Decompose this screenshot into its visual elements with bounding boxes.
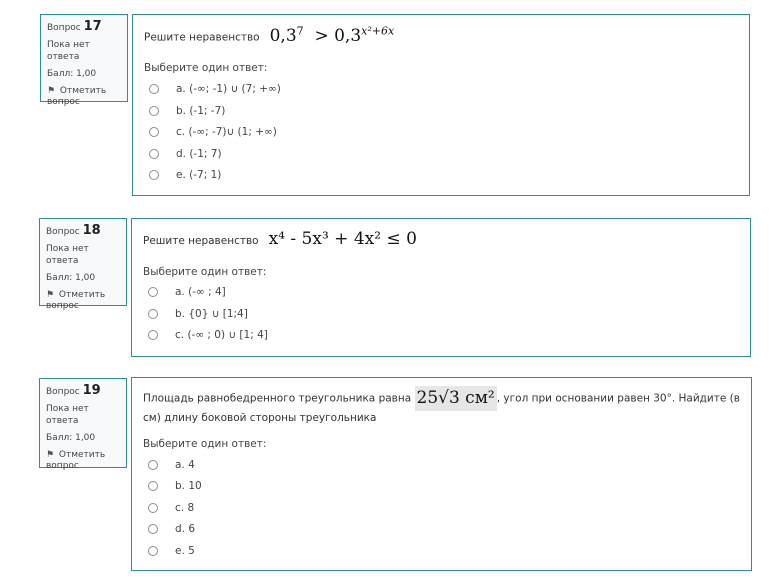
radio-button[interactable] [148, 330, 158, 340]
question-content-19 [131, 377, 752, 571]
question-content-18 [131, 218, 751, 357]
flag-question-link[interactable]: ⚑ Отметить вопрос [47, 86, 107, 108]
answer-option-e[interactable]: e. (-7; 1) [144, 164, 738, 186]
question-status: Пока нет ответа [46, 244, 89, 266]
question-mark: Балл: 1,00 [47, 68, 97, 79]
answer-option-b[interactable]: b. 10 [143, 475, 740, 497]
question-formula-box: 25√3 см² [415, 386, 497, 411]
answer-prompt: Выберите один ответ: [143, 265, 267, 278]
radio-button[interactable] [149, 127, 159, 137]
answer-option-d[interactable]: d. (-1; 7) [144, 143, 738, 165]
question-text: Решите неравенство $0,3^7 > 0,3^{x^2+6x}$ [144, 24, 395, 46]
answer-option-b[interactable]: b. {0} ∪ [1;4] [143, 303, 739, 325]
radio-button[interactable] [149, 84, 159, 94]
question-content-17 [132, 14, 750, 196]
question-number: Вопрос 19 [46, 383, 101, 398]
answer-option-c[interactable]: c. (-∞ ; 0) ∪ [1; 4] [143, 325, 739, 347]
flag-question-link[interactable]: ⚑ Отметить вопрос [46, 290, 106, 312]
answer-option-c[interactable]: c. (-∞; -7)∪ (1; +∞) [144, 121, 738, 143]
answer-option-b[interactable]: b. (-1; -7) [144, 100, 738, 122]
question-mark: Балл: 1,00 [46, 272, 96, 283]
question-info-17 [40, 14, 128, 108]
answer-prompt: Выберите один ответ: [144, 62, 268, 75]
radio-button[interactable] [148, 524, 158, 534]
question-info-19 [39, 378, 127, 472]
flag-icon: ⚑ [46, 450, 55, 460]
answer-option-e[interactable]: e. 5 [143, 540, 740, 562]
radio-button[interactable] [148, 287, 158, 297]
radio-button[interactable] [148, 503, 158, 513]
radio-button[interactable] [149, 170, 159, 180]
answer-option-a[interactable]: a. (-∞ ; 4] [143, 282, 739, 304]
question-formula: x⁴ - 5x³ + 4x² ≤ 0 [268, 229, 417, 249]
question-formula: $0,3^7 > 0,3^{x^2+6x}$ [269, 24, 395, 46]
question-number: Вопрос 18 [46, 223, 101, 238]
question-status: Пока нет ответа [47, 40, 90, 62]
flag-question-link[interactable]: ⚑ Отметить вопрос [46, 450, 106, 472]
answer-prompt: Выберите один ответ: [143, 437, 267, 450]
answer-option-a[interactable]: a. (-∞; -1) ∪ (7; +∞) [144, 78, 738, 100]
radio-button[interactable] [149, 106, 159, 116]
answer-option-d[interactable]: d. 6 [143, 518, 740, 540]
radio-button[interactable] [148, 546, 158, 556]
radio-button[interactable] [148, 460, 158, 470]
radio-button[interactable] [148, 309, 158, 319]
flag-icon: ⚑ [46, 290, 55, 300]
question-info-18 [39, 218, 127, 312]
radio-button[interactable] [149, 149, 159, 159]
answer-option-a[interactable]: a. 4 [143, 454, 740, 476]
radio-button[interactable] [148, 481, 158, 491]
question-number: Вопрос 17 [47, 19, 102, 34]
question-text: Решите неравенство x⁴ - 5x³ + 4x² ≤ 0 [143, 229, 417, 249]
question-status: Пока нет ответа [46, 404, 89, 426]
question-mark: Балл: 1,00 [46, 432, 96, 443]
flag-icon: ⚑ [47, 86, 56, 96]
question-text: Площадь равнобедренного треугольника равна 25√3 см² , угол при основании равен 30°. Найдите (в см) длину боковой стороны треугольника [143, 388, 740, 424]
answer-option-c[interactable]: c. 8 [143, 497, 740, 519]
